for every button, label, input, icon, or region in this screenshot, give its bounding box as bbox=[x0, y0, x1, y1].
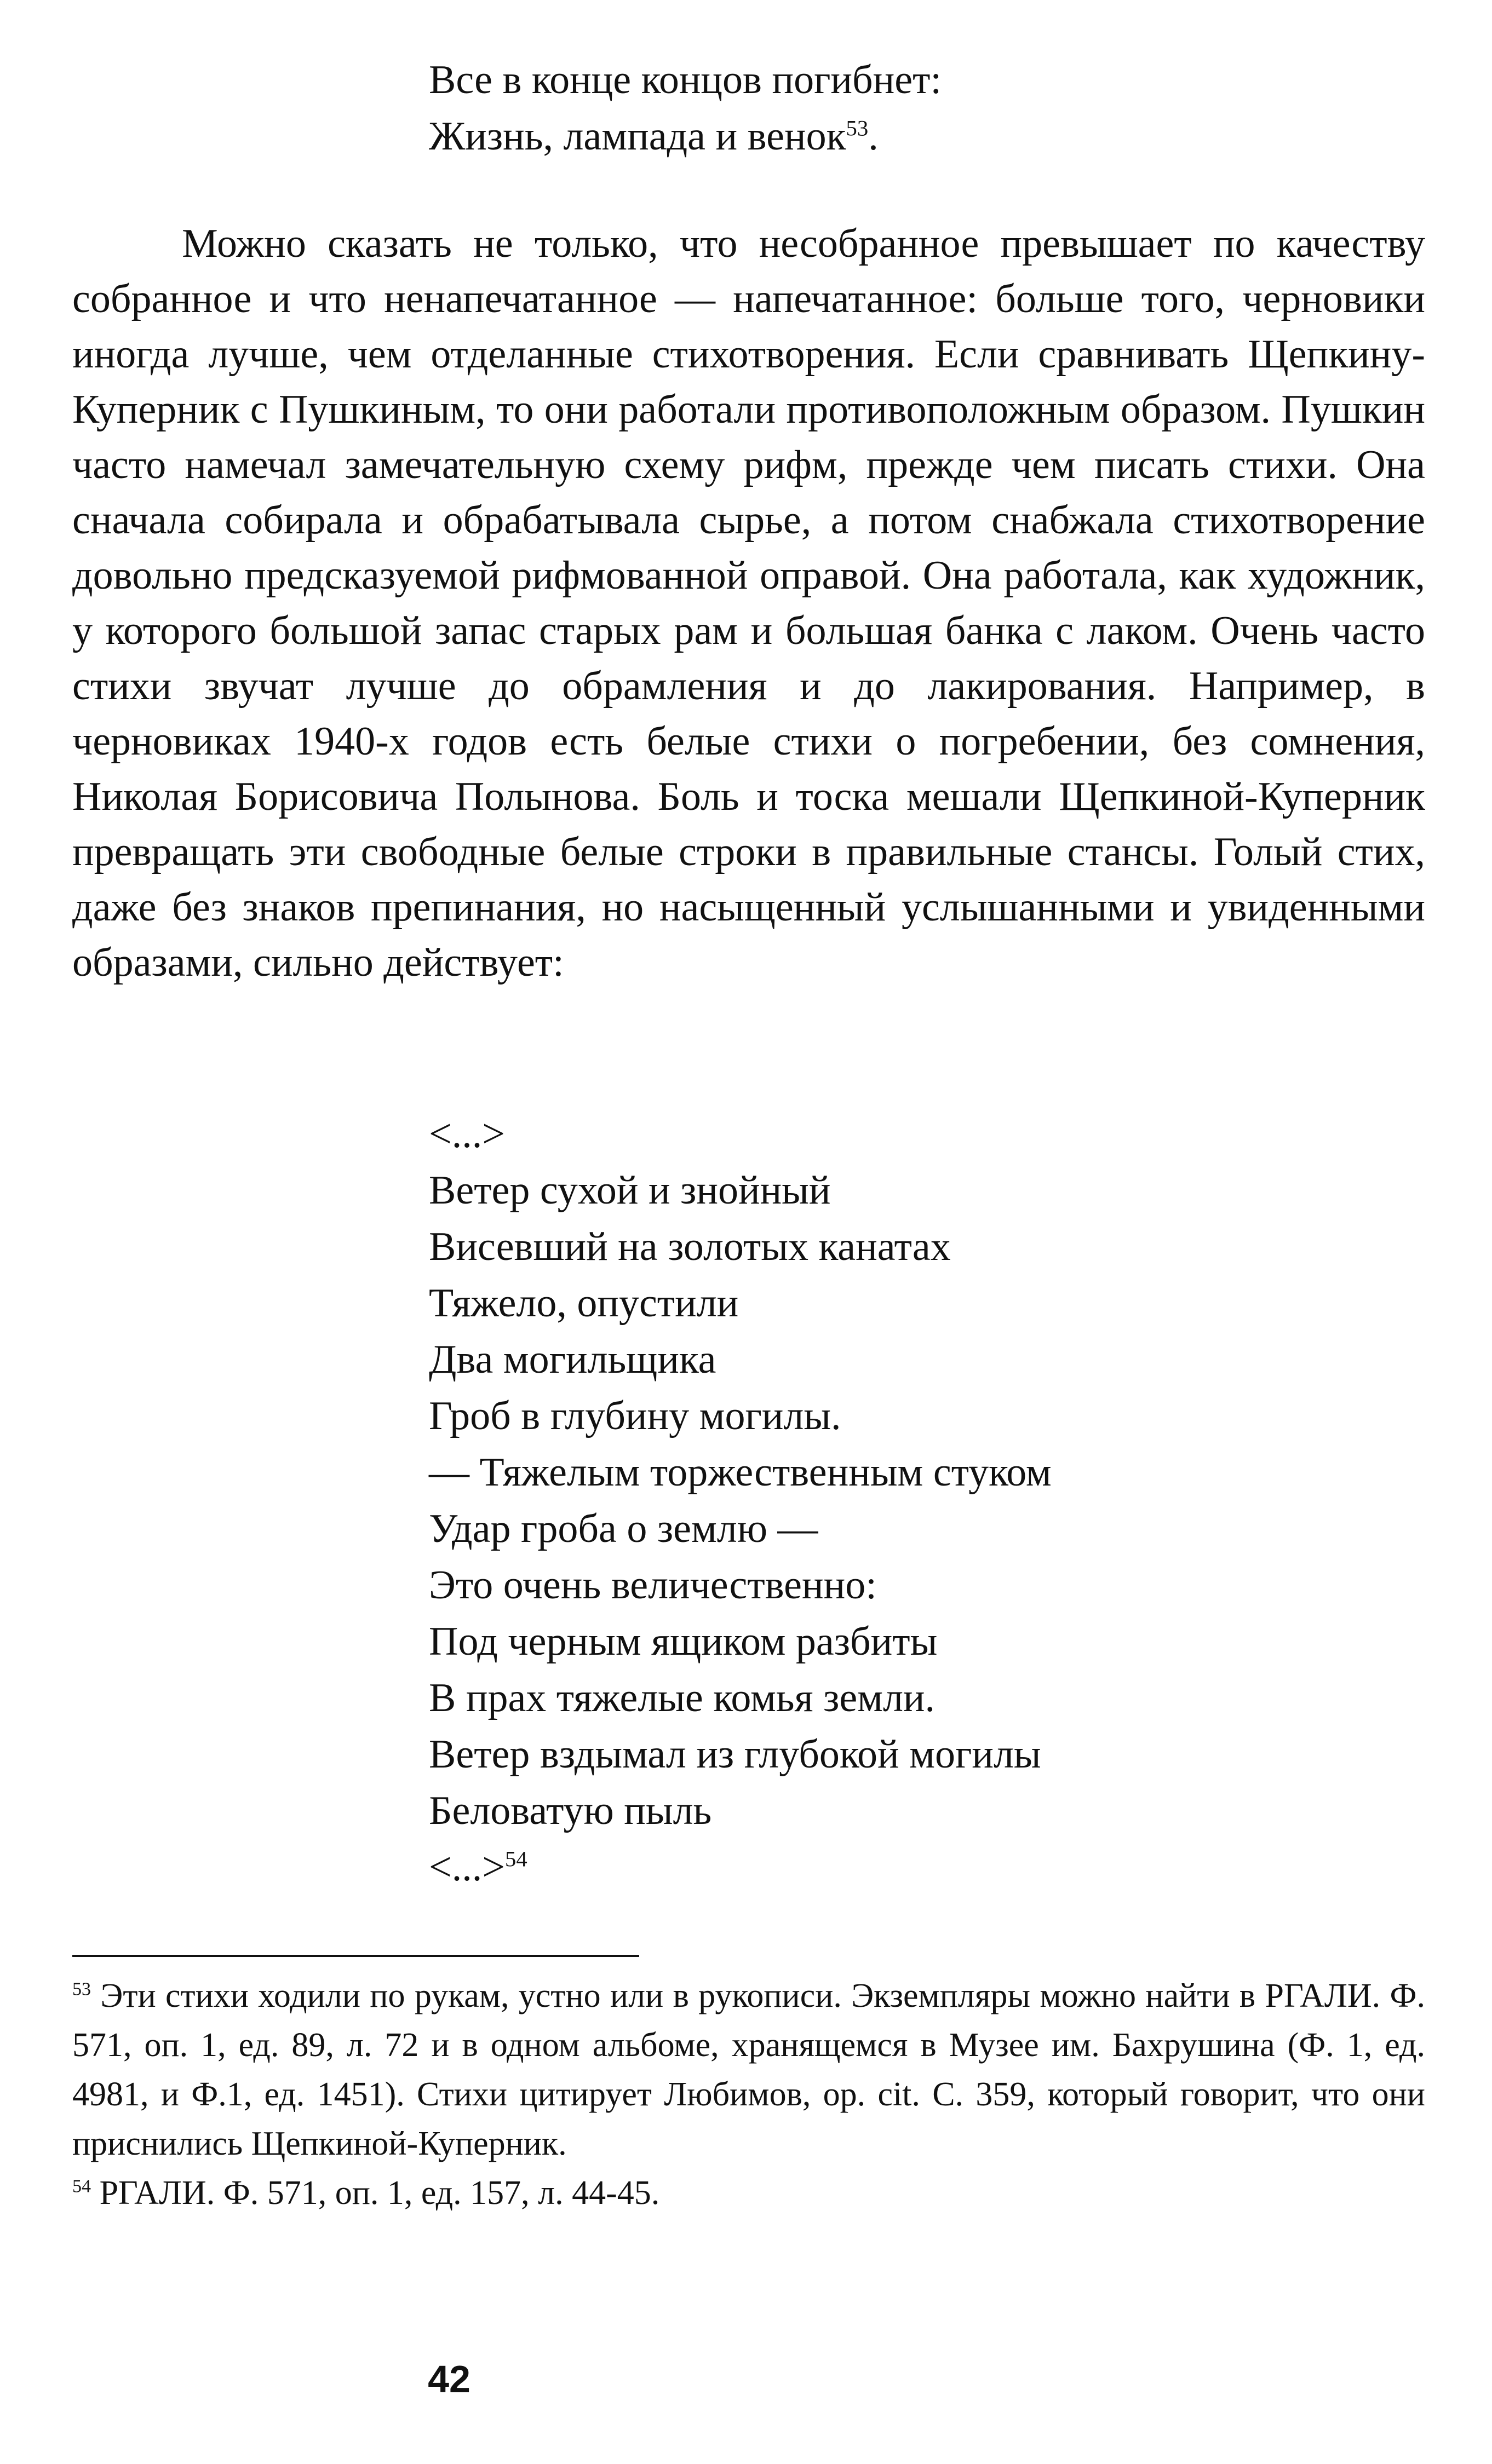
poem-line: — Тяжелым торжественным стуком bbox=[429, 1450, 1052, 1495]
poem-line: В прах тяжелые комья земли. bbox=[429, 1676, 936, 1720]
poem-line: Висевший на золотых канатах bbox=[429, 1224, 951, 1269]
poem-line: Тяжело, опустили bbox=[429, 1281, 739, 1326]
poem-line: Ветер вздымал из глубокой могилы bbox=[429, 1732, 1041, 1777]
footnote-number: 53 bbox=[72, 1979, 91, 2000]
footnote-text: РГАЛИ. Ф. 571, оп. 1, ед. 157, л. 44-45. bbox=[91, 2174, 660, 2212]
epigraph bbox=[429, 52, 942, 165]
poem-line: Беловатую пыль bbox=[429, 1788, 712, 1833]
footnote-text: Эти стихи ходили по рукам, устно или в рукописи. Экземпляры можно найти в РГАЛИ. Ф. 571, оп. 1, ед. 89, л. 72 и в одном альбоме, хранящемся в Музее им. Бахрушина (Ф. 1, ед. 4981, и Ф.1, ед. 1451). Стихи цитирует Любимов, op. cit. С. 359, который говорит, что они приснились Щепкиной-Куперник. bbox=[72, 1977, 1425, 2162]
epigraph-line-text: Жизнь, лампада и венок bbox=[429, 114, 846, 159]
poem-line: Это очень величественно: bbox=[429, 1563, 877, 1608]
epigraph-line-punct: . bbox=[868, 114, 879, 159]
footnote bbox=[72, 1971, 1425, 2168]
poem-line: <...> bbox=[429, 1112, 505, 1156]
footnote-separator bbox=[72, 1955, 639, 1957]
footnotes bbox=[72, 1971, 1425, 2218]
footnote-number: 54 bbox=[72, 2176, 91, 2197]
epigraph-line: Все в конце концов погибнет: bbox=[429, 57, 942, 102]
poem-line: Два могильщика bbox=[429, 1337, 716, 1382]
poem bbox=[429, 1106, 1052, 1896]
poem-line: Удар гроба о землю — bbox=[429, 1506, 818, 1551]
footnote-ref[interactable]: 53 bbox=[846, 116, 869, 141]
poem-line: Гроб в глубину могилы. bbox=[429, 1394, 841, 1438]
body-paragraph: Можно сказать не только, что несобранное превышает по качеству собранное и что ненапечатанное — напечатанное: больше того, черновики иногда лучше, чем отделанные стихотворения. Если сравнивать Щепкину-Куперник с Пушкиным, то они работали противоположным образом. Пушкин часто намечал замечательную схему рифм, прежде чем писать стихи. Она сначала собирала и обрабатывала сырье, а потом снабжала стихотворение довольно предсказуемой рифмованной оправой. Она работала, как художник, у которого большой запас старых рам и большая банка с лаком. Очень часто стихи звучат лучше до обрамления и до лакирования. Например, в черновиках 1940-х годов есть белые стихи о погребении, без сомнения, Николая Борисовича Полынова. Боль и тоска мешали Щепкиной-Куперник превращать эти свободные белые строки в правильные стансы. Голый стих, даже без знаков препинания, но насыщенный услышанными и увиденными образами, сильно действует: bbox=[72, 221, 1425, 985]
poem-line: Ветер сухой и знойный bbox=[429, 1168, 831, 1213]
footnote-ref[interactable]: 54 bbox=[504, 1846, 527, 1872]
poem-ellipsis: <...> bbox=[429, 1845, 505, 1890]
poem-line: Под черным ящиком разбиты bbox=[429, 1619, 938, 1664]
page-number: 42 bbox=[428, 2358, 470, 2400]
epigraph-line bbox=[429, 108, 942, 165]
poem-line bbox=[429, 1839, 1052, 1896]
footnote bbox=[72, 2168, 1425, 2218]
